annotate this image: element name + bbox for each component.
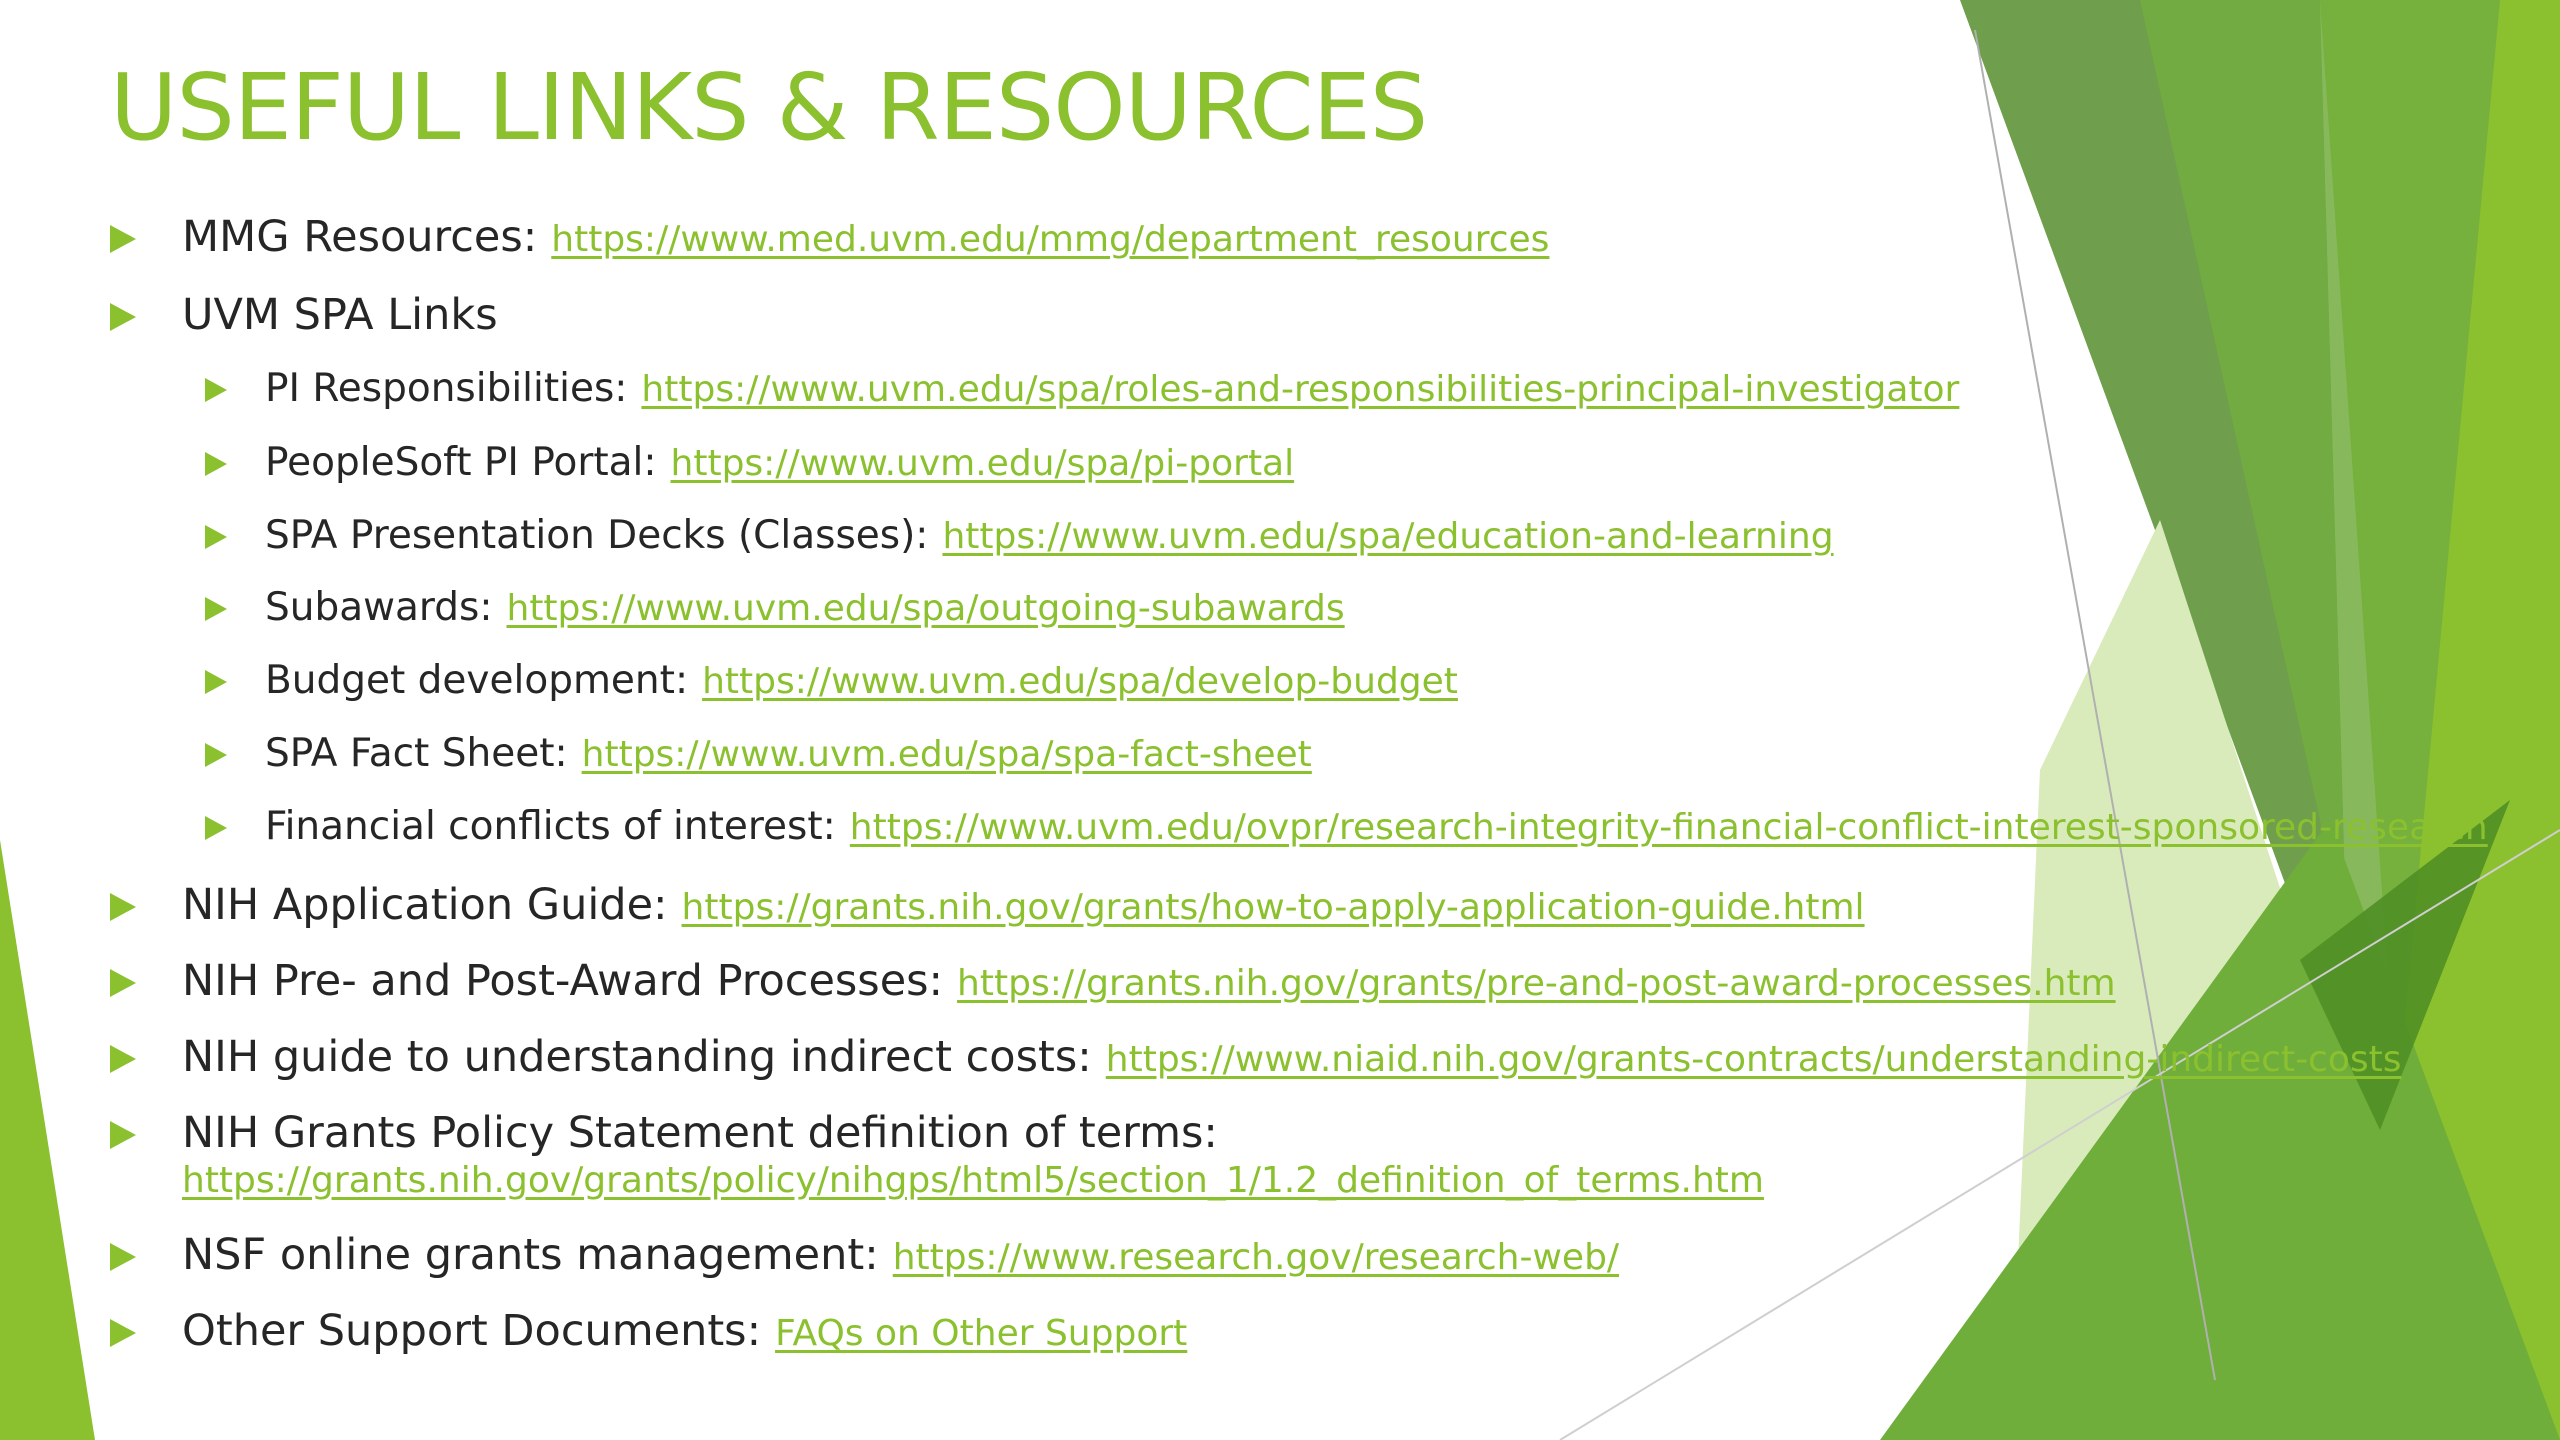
- page-title: USEFUL LINKS & RESOURCES: [110, 54, 1428, 161]
- bullet-arrow-icon: [205, 378, 227, 402]
- list-item-text: [182, 1032, 2402, 1082]
- bullet-arrow-icon: [110, 1045, 136, 1073]
- list-item-text: [182, 1306, 1187, 1356]
- list-item-text: [265, 366, 1959, 411]
- list-item-text: [182, 212, 1549, 262]
- list-item-text: [182, 290, 498, 340]
- bullet-arrow-icon: [110, 969, 136, 997]
- resource-link[interactable]: https://grants.nih.gov/grants/how-to-apply-application-guide.html: [681, 887, 1865, 928]
- list-item-label: MMG Resources:: [182, 212, 538, 262]
- list-item-text: [182, 1230, 1619, 1280]
- list-item-label: NIH Grants Policy Statement definition of terms:: [182, 1108, 1218, 1158]
- bullet-arrow-icon: [205, 525, 227, 549]
- list-item-text: [182, 1108, 1218, 1158]
- bullet-arrow-icon: [205, 743, 227, 767]
- bullet-arrow-icon: [110, 893, 136, 921]
- bullet-arrow-icon: [205, 670, 227, 694]
- list-item-label: PeopleSoft PI Portal:: [265, 440, 657, 485]
- list-item-label: PI Responsibilities:: [265, 366, 628, 411]
- resource-link[interactable]: https://www.uvm.edu/spa/outgoing-subawards: [506, 588, 1345, 629]
- bullet-arrow-icon: [110, 1319, 136, 1347]
- bullet-arrow-icon: [205, 597, 227, 621]
- list-item-text: [265, 585, 1345, 630]
- list-item-label: Other Support Documents:: [182, 1306, 762, 1356]
- bullet-arrow-icon: [110, 225, 136, 253]
- list-item-text: [265, 513, 1834, 558]
- list-item-label: Subawards:: [265, 585, 493, 630]
- list-item-text: [182, 880, 1865, 930]
- list-item-text: [265, 658, 1458, 703]
- resource-link[interactable]: https://www.uvm.edu/spa/roles-and-responsibilities-principal-investigator: [641, 369, 1960, 410]
- resource-link[interactable]: https://www.uvm.edu/spa/spa-fact-sheet: [581, 734, 1312, 775]
- list-item-text: [265, 440, 1294, 485]
- list-item-label: Budget development:: [265, 658, 689, 703]
- list-item-text: [265, 804, 2488, 849]
- bullet-arrow-icon: [110, 303, 136, 331]
- resource-link[interactable]: https://www.uvm.edu/spa/develop-budget: [702, 661, 1458, 702]
- list-item-label: NIH Application Guide:: [182, 880, 668, 930]
- bullet-arrow-icon: [205, 452, 227, 476]
- resource-link[interactable]: https://www.research.gov/research-web/: [892, 1237, 1620, 1278]
- resource-link[interactable]: https://www.uvm.edu/ovpr/research-integrity-financial-conflict-interest-sponsored-research: [849, 807, 2488, 848]
- list-item-label: NIH guide to understanding indirect costs:: [182, 1032, 1092, 1082]
- resource-link[interactable]: https://www.med.uvm.edu/mmg/department_resources: [551, 219, 1550, 260]
- list-item-label: NSF online grants management:: [182, 1230, 879, 1280]
- resource-link[interactable]: https://www.niaid.nih.gov/grants-contracts/understanding-indirect-costs: [1105, 1039, 2402, 1080]
- resource-link[interactable]: https://www.uvm.edu/spa/pi-portal: [670, 443, 1295, 484]
- list-item-text: [265, 731, 1312, 776]
- resource-link[interactable]: FAQs on Other Support: [775, 1313, 1188, 1354]
- bullet-arrow-icon: [205, 816, 227, 840]
- list-item-label: Financial conflicts of interest:: [265, 804, 836, 849]
- resource-link[interactable]: https://grants.nih.gov/grants/policy/nihgps/html5/section_1/1.2_definition_of_terms.htm: [182, 1160, 1764, 1201]
- list-item-text: [182, 956, 2116, 1006]
- bullet-arrow-icon: [110, 1121, 136, 1149]
- list-item-label: UVM SPA Links: [182, 290, 498, 340]
- list-item-label: SPA Presentation Decks (Classes):: [265, 513, 929, 558]
- resource-link[interactable]: https://grants.nih.gov/grants/pre-and-post-award-processes.htm: [957, 963, 2116, 1004]
- list-item-label: NIH Pre- and Post-Award Processes:: [182, 956, 944, 1006]
- resource-link[interactable]: https://www.uvm.edu/spa/education-and-learning: [942, 516, 1834, 557]
- bullet-arrow-icon: [110, 1243, 136, 1271]
- list-item-label: SPA Fact Sheet:: [265, 731, 568, 776]
